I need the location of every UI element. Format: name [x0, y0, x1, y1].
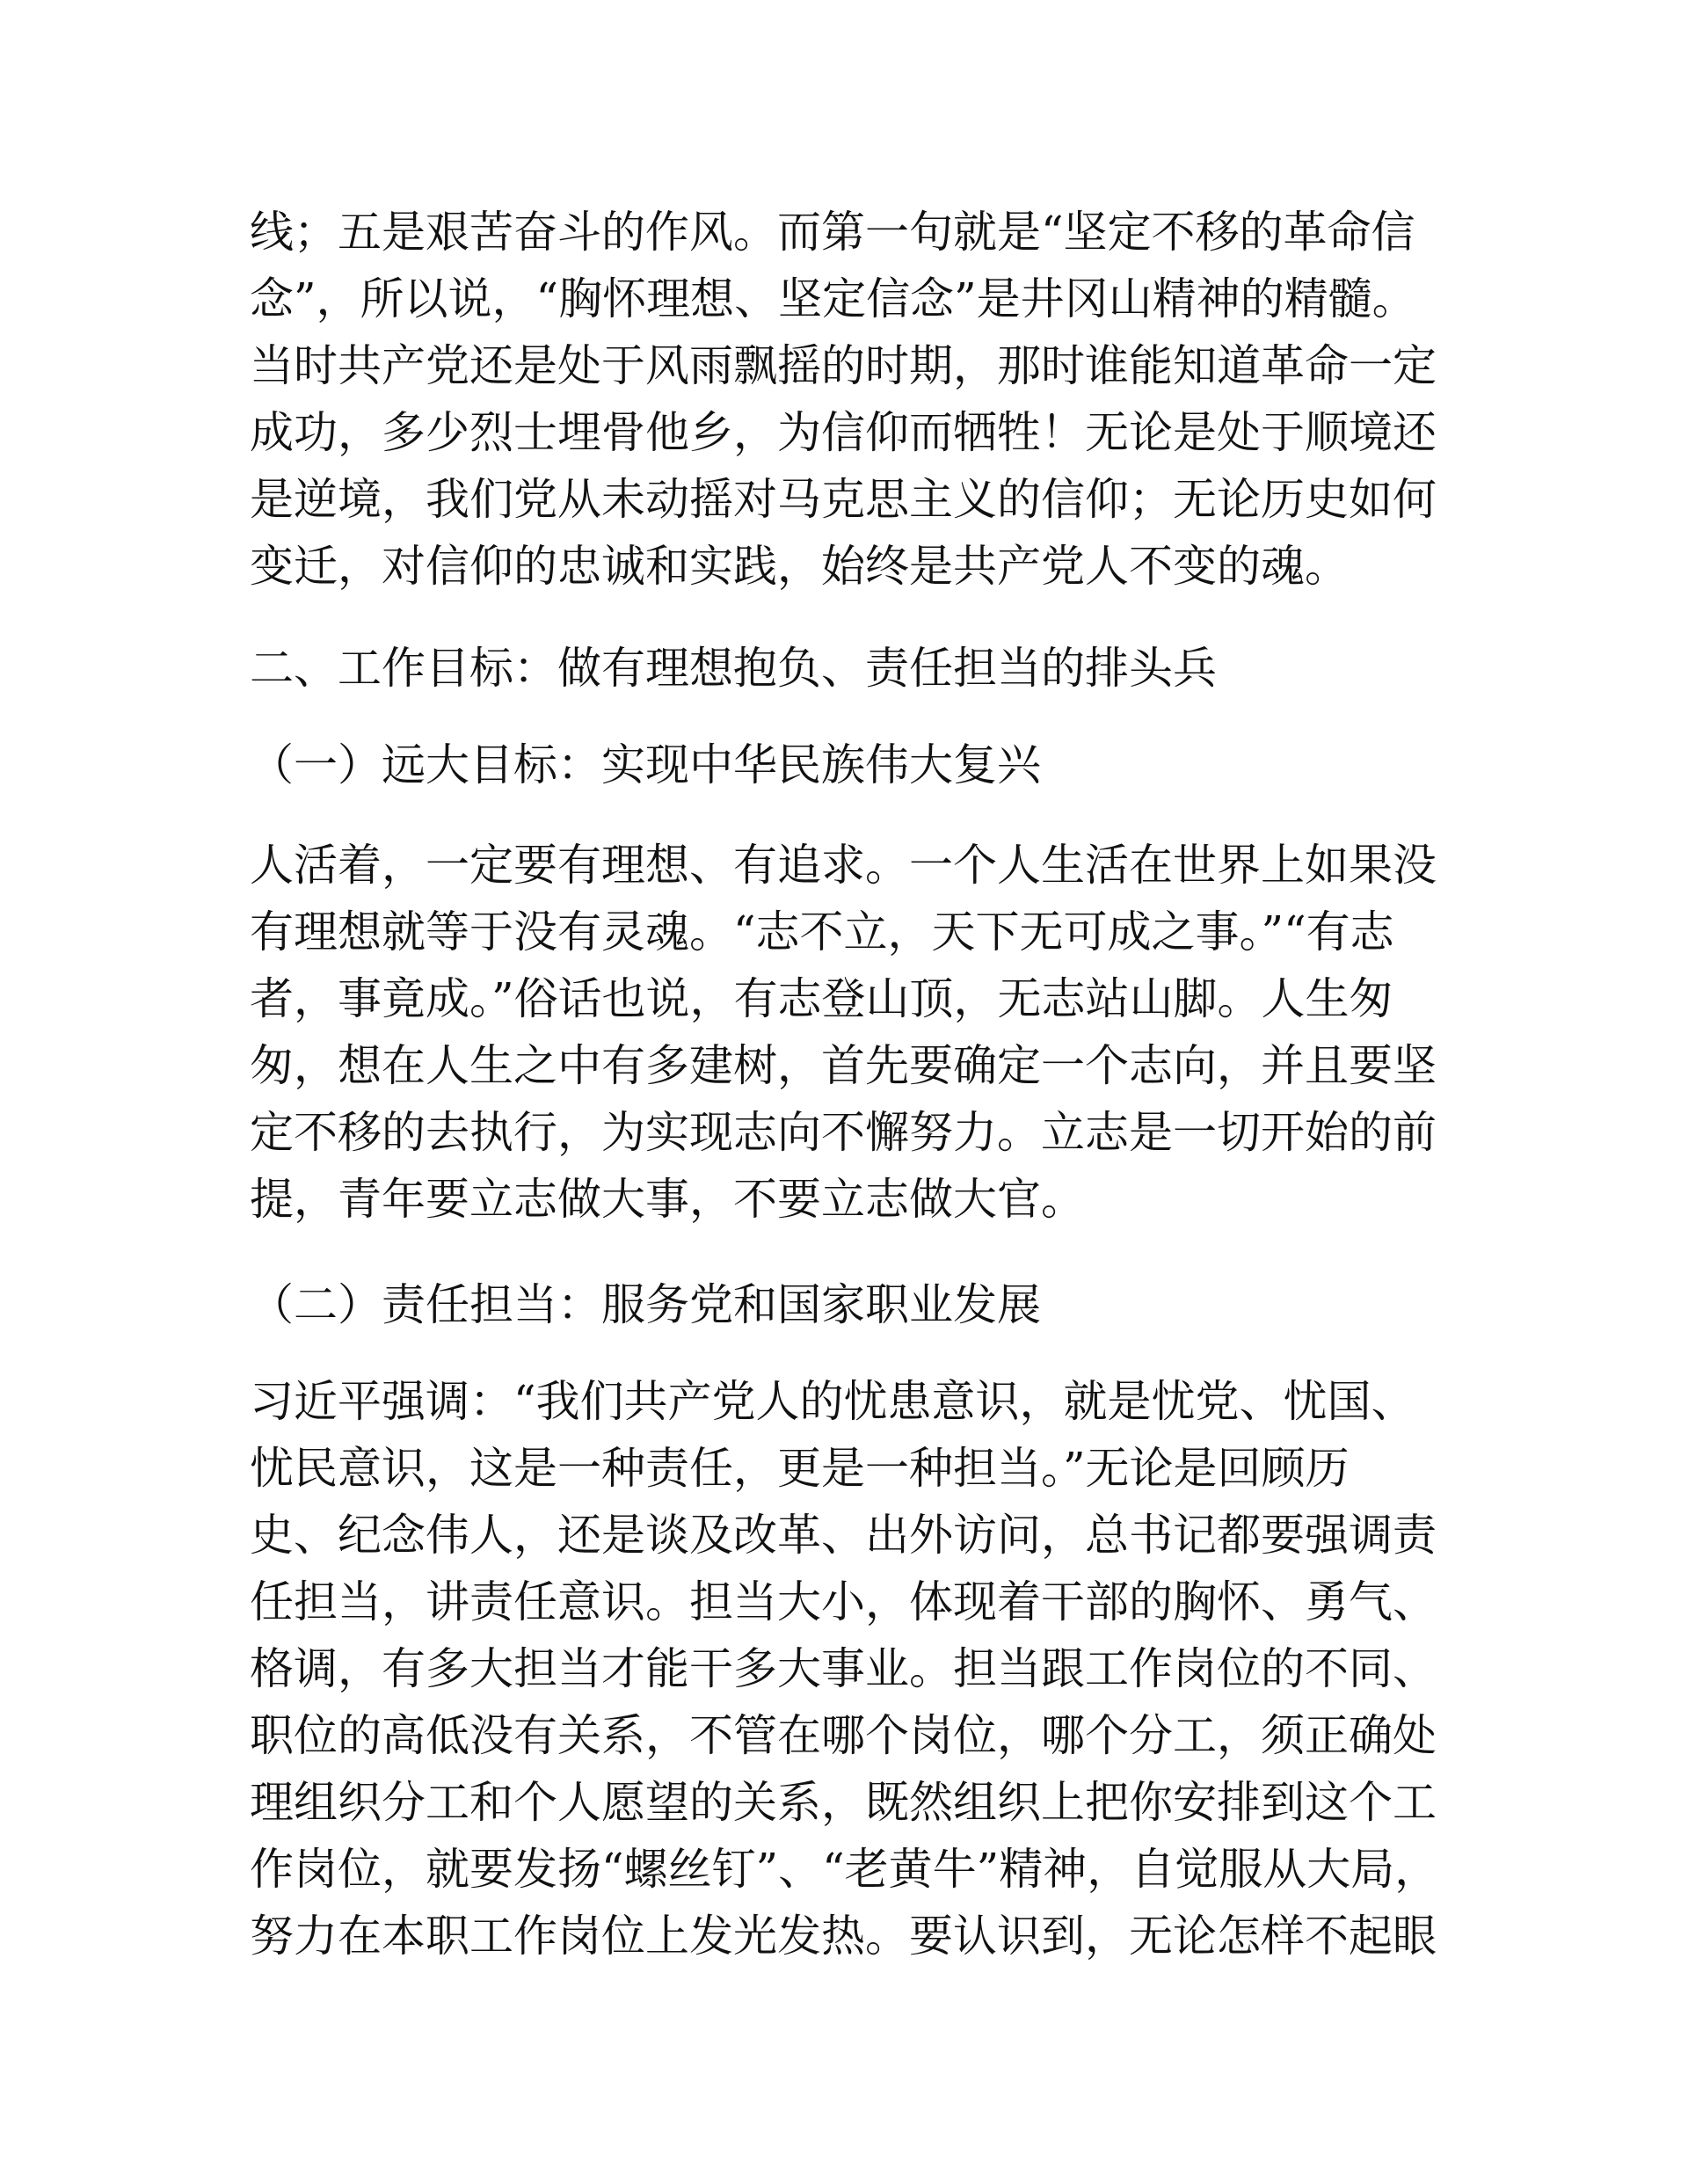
text-line: 职位的高低没有关系，不管在哪个岗位，哪个分工，须正确处: [250, 1710, 1437, 1761]
text-line: 理组织分工和个人愿望的关系，既然组织上把你安排到这个工: [250, 1777, 1437, 1828]
text-line: 线；五是艰苦奋斗的作风。而第一句就是“坚定不移的革命信: [250, 207, 1415, 258]
text-line: 念”，所以说，“胸怀理想、坚定信念”是井冈山精神的精髓。: [250, 273, 1416, 324]
text-line: 当时共产党还是处于风雨飘摇的时期，那时谁能知道革命一定: [250, 340, 1437, 391]
text-line: 任担当，讲责任意识。担当大小，体现着干部的胸怀、勇气、: [250, 1576, 1437, 1627]
text-line: 有理想就等于没有灵魂。“志不立，天下无可成之事。”“有志: [250, 906, 1394, 957]
subsection-heading-responsibility: （二）责任担当：服务党和国家职业发展: [250, 1279, 1041, 1330]
text-line: 定不移的去执行，为实现志向不懈努力。立志是一切开始的前: [250, 1107, 1437, 1158]
text-line: 史、纪念伟人，还是谈及改革、出外访问，总书记都要强调责: [250, 1510, 1437, 1561]
text-line: 习近平强调：“我们共产党人的忧患意识，就是忧党、忧国、: [250, 1376, 1415, 1427]
text-line: 作岗位，就要发扬“螺丝钉”、“老黄牛”精神，自觉服从大局，: [250, 1844, 1439, 1895]
text-line: 格调，有多大担当才能干多大事业。担当跟工作岗位的不同、: [250, 1643, 1437, 1694]
text-line: 成功，多少烈士埋骨他乡，为信仰而牺牲！无论是处于顺境还: [250, 407, 1437, 458]
subsection-heading-grand-goal: （一）远大目标：实现中华民族伟大复兴: [250, 739, 1041, 790]
text-line: 人活着，一定要有理想、有追求。一个人生活在世界上如果没: [250, 840, 1437, 891]
text-line: 者，事竟成。”俗话也说，有志登山顶，无志站山脚。人生匆: [250, 973, 1393, 1024]
text-line: 是逆境，我们党从未动摇对马克思主义的信仰；无论历史如何: [250, 474, 1437, 525]
section-heading-work-goals: 二、工作目标：做有理想抱负、责任担当的排头兵: [250, 643, 1217, 694]
text-line: 提，青年要立志做大事，不要立志做大官。: [250, 1174, 1085, 1225]
text-line: 匆，想在人生之中有多建树，首先要确定一个志向，并且要坚: [250, 1040, 1437, 1091]
text-line: 努力在本职工作岗位上发光发热。要认识到，无论怎样不起眼: [250, 1911, 1437, 1962]
text-line: 忧民意识，这是一种责任，更是一种担当。”无论是回顾历: [250, 1443, 1350, 1494]
text-line: 变迁，对信仰的忠诚和实践，始终是共产党人不变的魂。: [250, 541, 1349, 592]
